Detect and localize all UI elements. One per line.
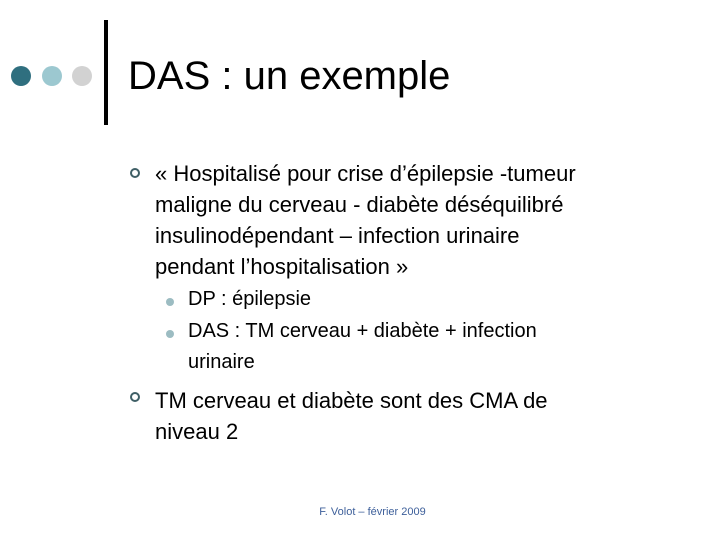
decor-dot-dark: [11, 66, 31, 86]
bullet-circle-icon: [130, 392, 140, 402]
sub-item-dp: [188, 284, 688, 315]
sub-item-line: DAS : TM cerveau + diabète + infection: [188, 320, 537, 342]
sub-bullet-dot-icon: [166, 298, 174, 306]
bullet-1-line: pendant l’hospitalisation »: [155, 254, 409, 279]
bullet-2-text: [155, 385, 675, 447]
bullet-1-line: maligne du cerveau - diabète déséquilibré: [155, 192, 564, 217]
title-divider: [104, 20, 108, 125]
decor-dot-gray: [72, 66, 92, 86]
bullet-circle-icon: [130, 168, 140, 178]
decor-dot-light: [42, 66, 62, 86]
slide-footer: F. Volot – février 2009: [319, 506, 426, 518]
bullet-2-line: niveau 2: [155, 419, 239, 444]
bullet-1-text: [155, 158, 675, 282]
bullet-1-line: insulinodépendant – infection urinaire: [155, 223, 520, 248]
bullet-1-line: « Hospitalisé pour crise d’épilepsie -tumeur: [155, 161, 576, 186]
sub-item-line: DP : épilepsie: [188, 288, 312, 310]
slide-title: DAS : un exemple: [128, 54, 451, 98]
sub-item-das: [188, 316, 688, 378]
sub-bullet-dot-icon: [166, 330, 174, 338]
bullet-2-line: TM cerveau et diabète sont des CMA de: [155, 388, 548, 413]
sub-item-line: urinaire: [188, 351, 255, 373]
